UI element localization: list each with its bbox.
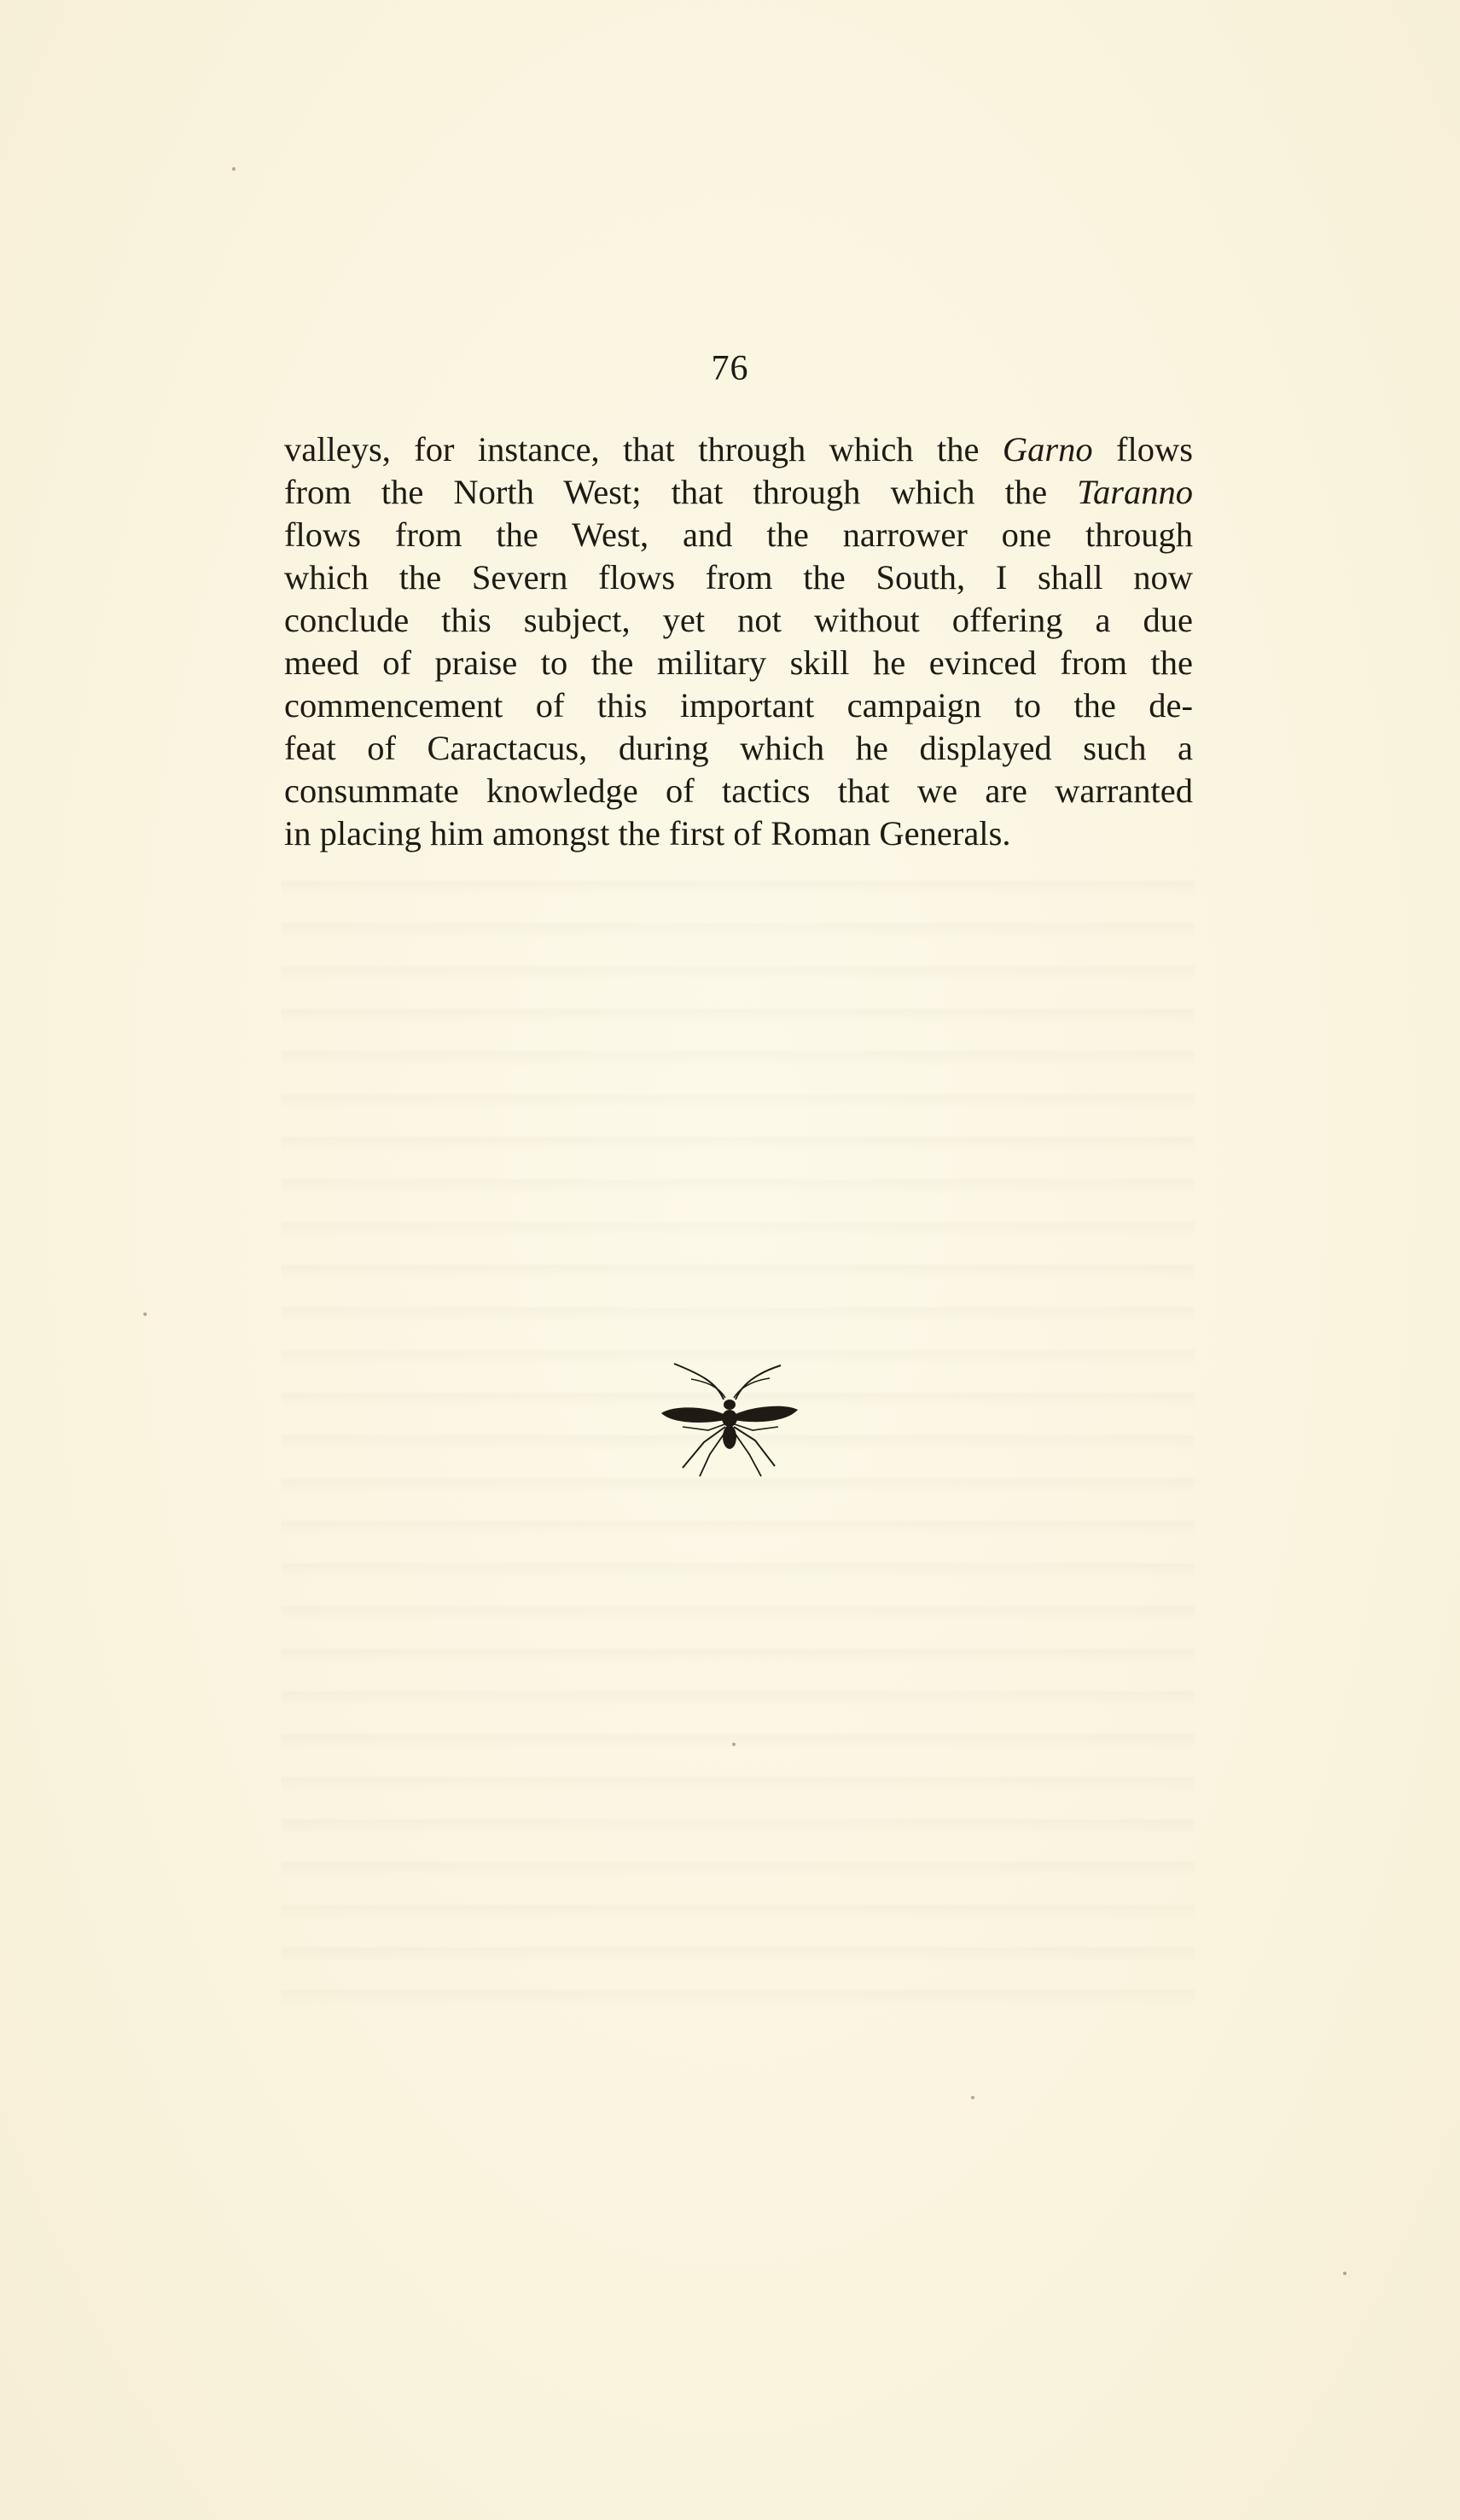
text-line — [284, 727, 1193, 770]
text-line — [284, 428, 1193, 471]
text-run: valleys, for instance, that through which the — [284, 430, 1003, 468]
text-run: in placing him amongst the first of Roman Generals. — [284, 814, 1011, 853]
text-run: conclude this subject, yet not without offering a due — [284, 601, 1193, 639]
text-run: from the North West; that through which the — [284, 473, 1078, 511]
body-paragraph — [284, 428, 1193, 855]
insect-tailpiece-icon — [657, 1348, 802, 1485]
paper-speck — [232, 167, 236, 171]
text-run: which the Severn flows from the South, I shall now — [284, 558, 1193, 597]
paper-speck — [732, 1743, 736, 1746]
text-run: flows from the West, and the narrower one through — [284, 515, 1193, 554]
page-number: 76 — [711, 349, 749, 388]
text-line — [284, 642, 1193, 684]
text-run: feat of Caractacus, during which he displayed such a — [284, 729, 1193, 767]
paper-speck — [143, 1312, 147, 1316]
text-line — [284, 812, 1193, 855]
text-run: meed of praise to the military skill he evinced from the — [284, 643, 1193, 682]
text-run: consummate knowledge of tactics that we are warranted — [284, 771, 1193, 810]
text-run: flows — [1092, 430, 1194, 468]
text-line — [284, 514, 1193, 556]
italic-place-name: Garno — [1002, 430, 1093, 468]
text-line — [284, 599, 1193, 642]
text-line — [284, 684, 1193, 727]
italic-place-name: Taranno — [1077, 473, 1193, 511]
text-line — [284, 556, 1193, 599]
paper-speck — [971, 2096, 974, 2099]
text-line — [284, 471, 1193, 514]
paper-speck — [1343, 2272, 1347, 2275]
text-line — [284, 770, 1193, 812]
text-run: commencement of this important campaign to the de- — [284, 686, 1193, 725]
